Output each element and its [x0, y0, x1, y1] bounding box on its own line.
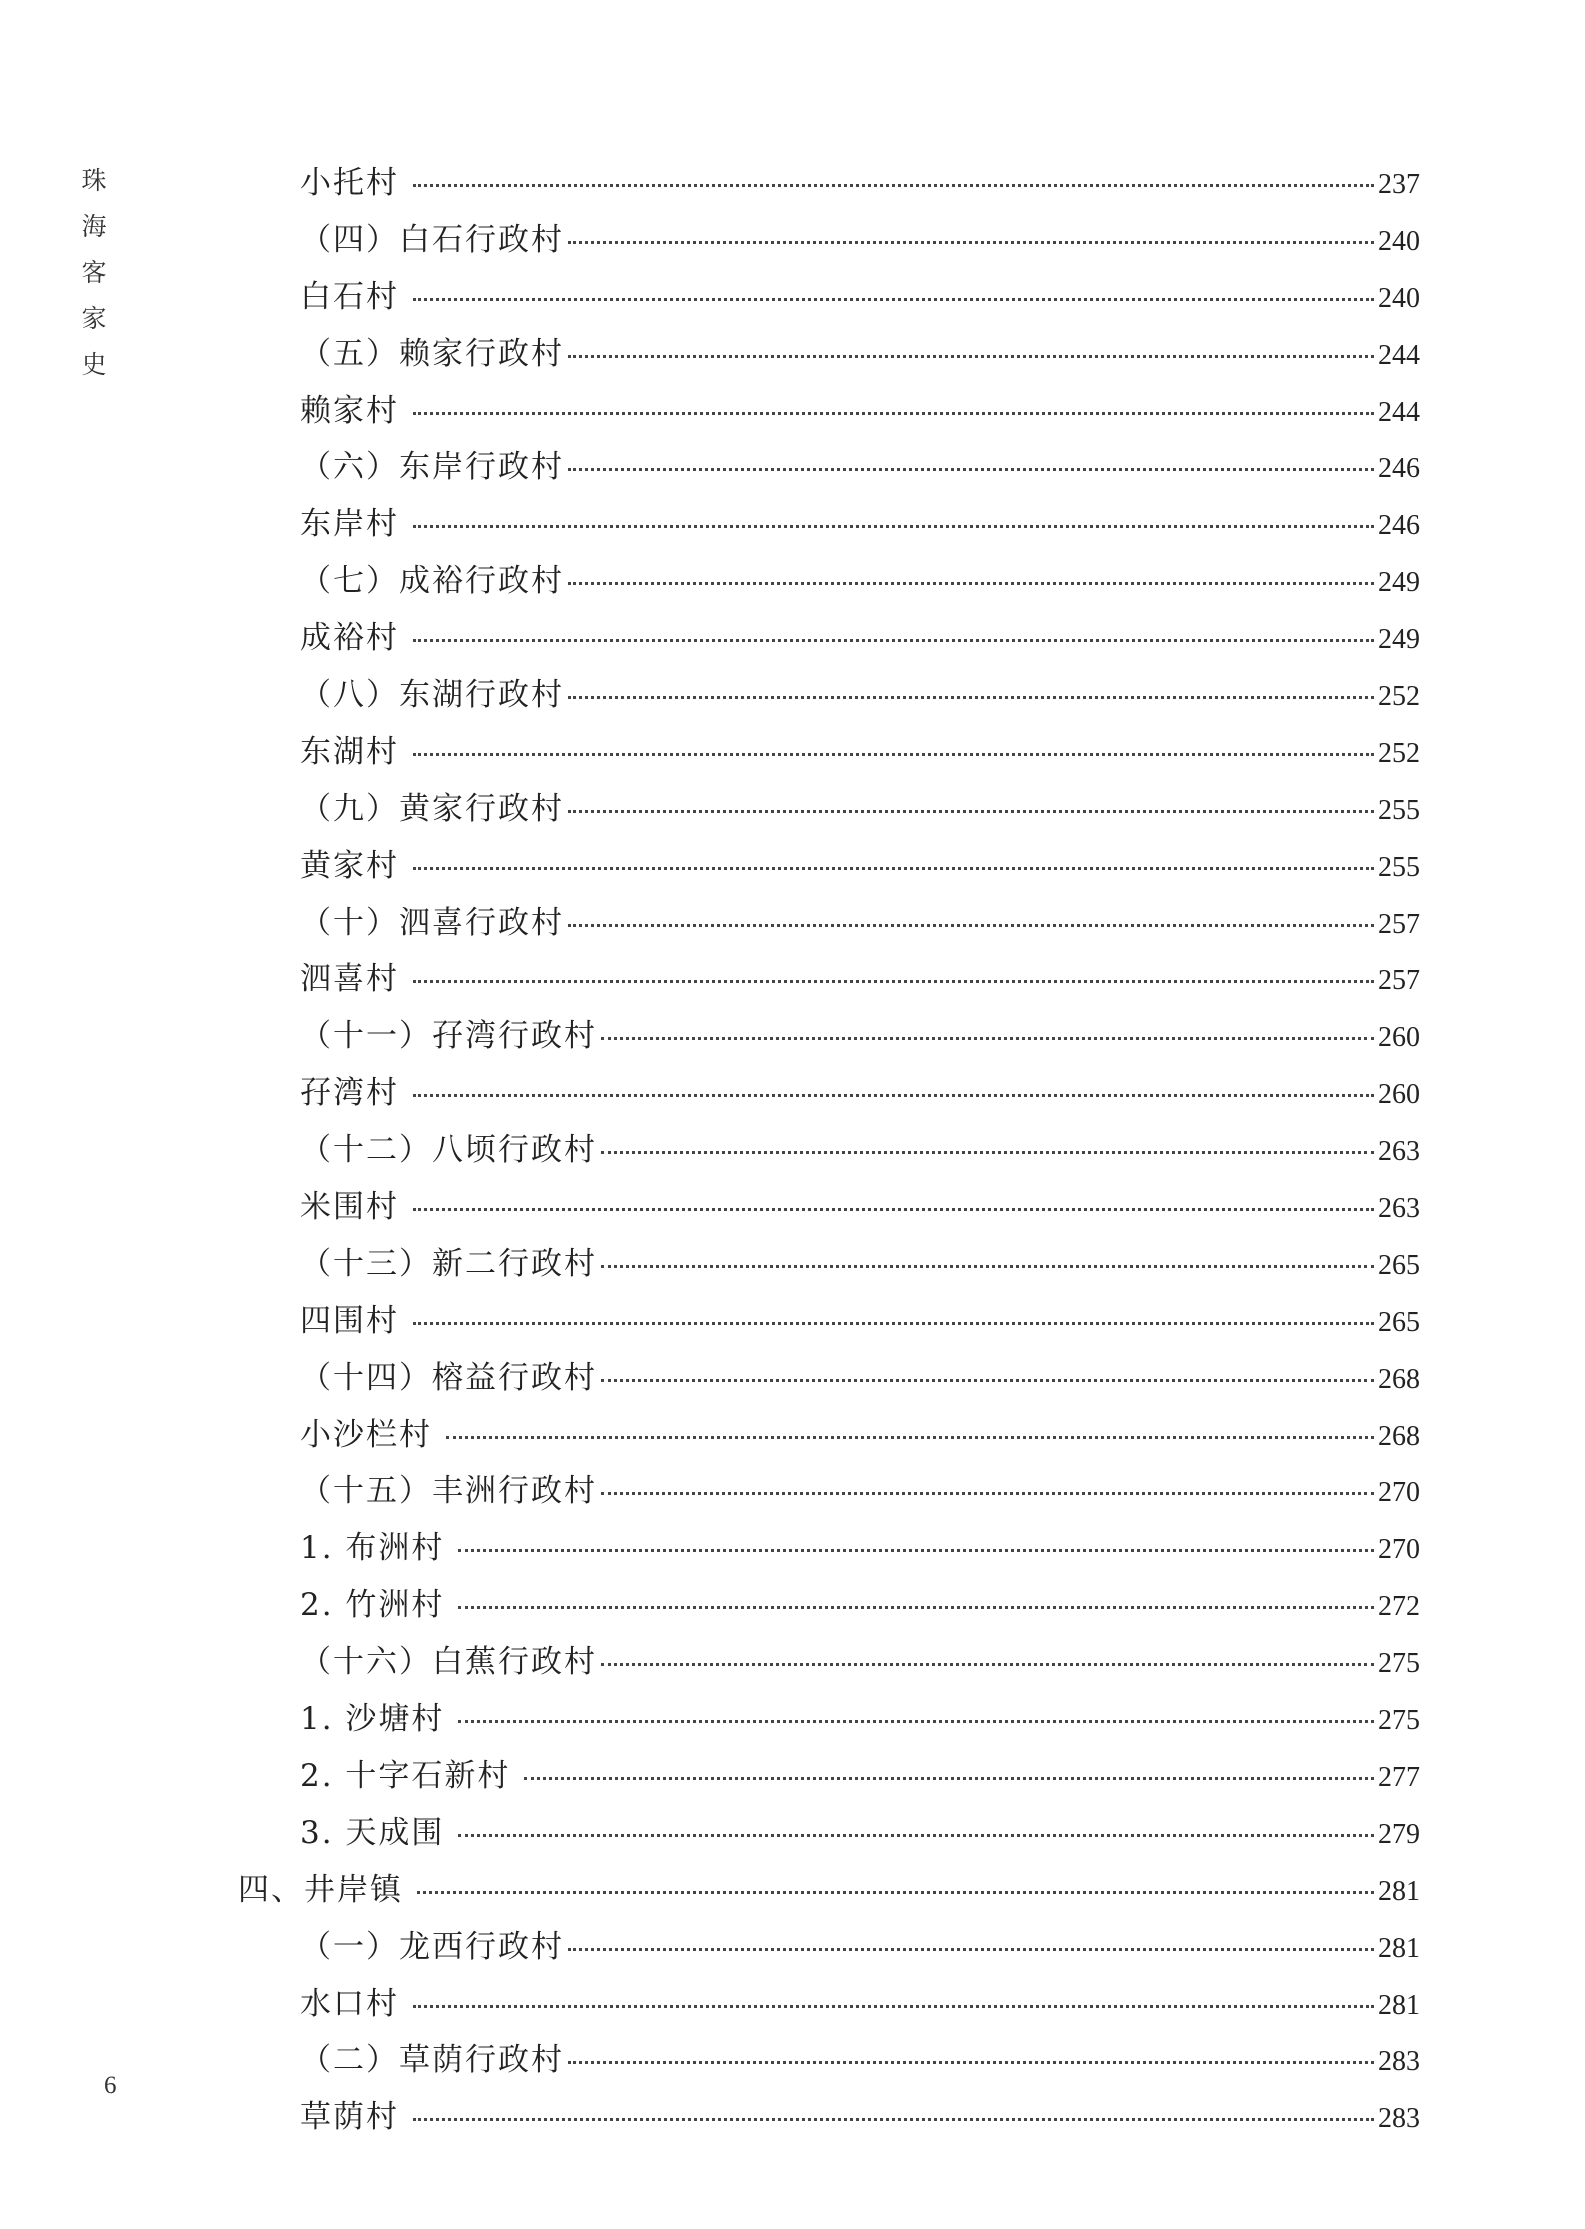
dot-leader [413, 979, 1374, 983]
toc-entry-title: 赖家村 [300, 392, 399, 429]
toc-entry-page: 272 [1378, 1591, 1420, 1623]
toc-entry[interactable] [300, 1124, 1420, 1181]
dot-leader [417, 1890, 1374, 1894]
dot-leader [446, 1435, 1374, 1439]
dot-leader [568, 354, 1374, 358]
toc-entry[interactable] [300, 1067, 1420, 1124]
dot-leader [413, 183, 1374, 187]
toc-entry-title: 米围村 [300, 1189, 399, 1226]
dot-leader [413, 297, 1374, 301]
toc-entry[interactable] [300, 214, 1420, 271]
dot-leader [568, 467, 1374, 471]
dot-leader [601, 1491, 1374, 1495]
toc-entry-title: 黄家村 [300, 847, 399, 884]
dot-leader [413, 524, 1374, 528]
toc-entry-title: （十四）榕益行政村 [300, 1359, 597, 1396]
toc-entry[interactable] [300, 157, 1420, 214]
toc-entry[interactable] [300, 328, 1420, 385]
dot-leader [458, 1548, 1374, 1552]
toc-entry[interactable] [300, 1181, 1420, 1238]
toc-entry-page: 281 [1378, 1875, 1420, 1907]
toc-entry-title: 白石村 [300, 278, 399, 315]
toc-entry-page: 275 [1378, 1705, 1420, 1737]
dot-leader [568, 809, 1374, 813]
toc-entry-page: 281 [1378, 1932, 1420, 1964]
toc-entry[interactable] [300, 1465, 1420, 1522]
toc-entry-page: 260 [1378, 1079, 1420, 1111]
dot-leader [413, 2004, 1374, 2008]
toc-entry-title: （九）黄家行政村 [300, 790, 564, 827]
dot-leader [601, 1662, 1374, 1666]
dot-leader [413, 752, 1374, 756]
toc-entry-title: 泗喜村 [300, 961, 399, 998]
dot-leader [413, 411, 1374, 415]
running-head-book-title [74, 158, 114, 388]
toc-entry-page: 270 [1378, 1477, 1420, 1509]
dot-leader [601, 1264, 1374, 1268]
toc-entry-page: 252 [1378, 737, 1420, 769]
toc-entry[interactable] [300, 271, 1420, 328]
toc-entry-page: 268 [1378, 1420, 1420, 1452]
toc-entry-title: （六）东岸行政村 [300, 449, 564, 486]
toc-entry-page: 279 [1378, 1818, 1420, 1850]
toc-entry[interactable] [300, 555, 1420, 612]
toc-entry[interactable] [300, 1579, 1420, 1636]
toc-entry-page: 265 [1378, 1306, 1420, 1338]
toc-entry[interactable] [300, 953, 1420, 1010]
running-head-char: 史 [81, 350, 107, 379]
toc-entry[interactable] [300, 498, 1420, 555]
dot-leader [568, 2060, 1374, 2064]
toc-entry[interactable] [300, 1921, 1420, 1978]
dot-leader [601, 1150, 1374, 1154]
dot-leader [413, 638, 1374, 642]
toc-entry-page: 283 [1378, 2103, 1420, 2135]
toc-entry-title: 2. 竹洲村 [300, 1587, 445, 1624]
dot-leader [601, 1378, 1374, 1382]
toc-entry-title: 成裕村 [300, 620, 399, 657]
dot-leader [524, 1776, 1374, 1780]
toc-entry-page: 246 [1378, 453, 1420, 485]
dot-leader [458, 1605, 1374, 1609]
toc-entry[interactable] [300, 1295, 1420, 1352]
toc-entry-title: （七）成裕行政村 [300, 563, 564, 600]
toc-entry-title: 东岸村 [300, 506, 399, 543]
toc-entry[interactable] [300, 385, 1420, 442]
dot-leader [568, 695, 1374, 699]
toc-entry[interactable] [300, 1409, 1420, 1466]
toc-entry-title: 1. 布洲村 [300, 1530, 445, 1567]
toc-entry-title: 1. 沙塘村 [300, 1701, 445, 1738]
toc-entry[interactable] [300, 441, 1420, 498]
toc-entry-title: 3. 天成围 [300, 1814, 445, 1851]
toc-entry-title: （一）龙西行政村 [300, 1928, 564, 1965]
running-head-char: 客 [81, 258, 107, 287]
toc-entry-page: 249 [1378, 567, 1420, 599]
dot-leader [568, 240, 1374, 244]
dot-leader [413, 2117, 1374, 2121]
toc-entry-title: 四、井岸镇 [238, 1871, 403, 1908]
dot-leader [458, 1719, 1374, 1723]
toc-entry-title: 东湖村 [300, 733, 399, 770]
dot-leader [413, 866, 1374, 870]
toc-entry-title: 水口村 [300, 1985, 399, 2022]
dot-leader [568, 1947, 1374, 1951]
toc-entry[interactable] [300, 1750, 1420, 1807]
toc-entry-title: 2. 十字石新村 [300, 1757, 511, 1794]
toc-entry-page: 252 [1378, 681, 1420, 713]
toc-entry[interactable] [300, 2091, 1420, 2148]
toc-entry-page: 283 [1378, 2046, 1420, 2078]
toc-entry-page: 255 [1378, 851, 1420, 883]
toc-entry-title: （十六）白蕉行政村 [300, 1644, 597, 1681]
toc-entry-page: 263 [1378, 1193, 1420, 1225]
toc-entry-title: 小托村 [300, 165, 399, 201]
toc-entry-page: 246 [1378, 510, 1420, 542]
toc-entry[interactable] [300, 1636, 1420, 1693]
toc-entry[interactable] [300, 1010, 1420, 1067]
toc-entry-page: 257 [1378, 965, 1420, 997]
toc-section-entry[interactable] [238, 1864, 1420, 1921]
dot-leader [413, 1321, 1374, 1325]
dot-leader [413, 1093, 1374, 1097]
dot-leader [568, 923, 1374, 927]
toc-entry-page: 255 [1378, 794, 1420, 826]
toc-entry-title: （四）白石行政村 [300, 221, 564, 258]
running-head-char: 家 [81, 304, 107, 333]
toc-entry-title: （十二）八顷行政村 [300, 1132, 597, 1169]
running-head-char: 海 [81, 212, 107, 241]
toc-entry-title: （八）东湖行政村 [300, 677, 564, 714]
toc-entry-title: （二）草荫行政村 [300, 2042, 564, 2079]
toc-entry-page: 244 [1378, 396, 1420, 428]
toc-entry-page: 277 [1378, 1761, 1420, 1793]
toc-entry-page: 270 [1378, 1534, 1420, 1566]
toc-entry-title: （十一）孖湾行政村 [300, 1018, 597, 1055]
toc-entry-page: 240 [1378, 282, 1420, 314]
toc-entry-page: 260 [1378, 1022, 1420, 1054]
toc-entry[interactable] [300, 669, 1420, 726]
toc-entry-title: （十五）丰洲行政村 [300, 1473, 597, 1510]
page-number: 6 [104, 2072, 117, 2099]
toc-entry-page: 257 [1378, 908, 1420, 940]
toc-entry[interactable] [300, 1807, 1420, 1864]
toc-entry-page: 275 [1378, 1648, 1420, 1680]
table-of-contents [238, 157, 1420, 2148]
toc-entry[interactable] [300, 897, 1420, 954]
toc-entry-page: 281 [1378, 1989, 1420, 2021]
toc-entry-title: 孖湾村 [300, 1075, 399, 1112]
toc-entry[interactable] [300, 612, 1420, 669]
toc-entry[interactable] [300, 783, 1420, 840]
toc-entry-page: 240 [1378, 225, 1420, 257]
toc-entry[interactable] [300, 1352, 1420, 1409]
toc-entry[interactable] [300, 2034, 1420, 2091]
toc-entry-title: （十）泗喜行政村 [300, 904, 564, 941]
toc-entry[interactable] [300, 1238, 1420, 1295]
toc-entry[interactable] [300, 1693, 1420, 1750]
toc-entry-title: 草荫村 [300, 2099, 399, 2136]
toc-entry-title: （十三）新二行政村 [300, 1245, 597, 1282]
dot-leader [601, 1036, 1374, 1040]
dot-leader [413, 1207, 1374, 1211]
toc-entry[interactable] [300, 1522, 1420, 1579]
dot-leader [458, 1833, 1374, 1837]
toc-entry-page: 244 [1378, 339, 1420, 371]
toc-entry[interactable] [300, 840, 1420, 897]
running-head-char: 珠 [81, 166, 107, 195]
toc-entry-title: 四围村 [300, 1302, 399, 1339]
toc-entry-page: 263 [1378, 1136, 1420, 1168]
dot-leader [568, 581, 1374, 585]
toc-entry-page: 249 [1378, 624, 1420, 656]
toc-entry-page: 265 [1378, 1249, 1420, 1281]
toc-entry-page: 237 [1378, 169, 1420, 200]
toc-entry[interactable] [300, 1978, 1420, 2035]
toc-entry-title: （五）赖家行政村 [300, 335, 564, 372]
toc-entry-page: 268 [1378, 1363, 1420, 1395]
toc-entry-title: 小沙栏村 [300, 1416, 432, 1453]
toc-entry[interactable] [300, 726, 1420, 783]
